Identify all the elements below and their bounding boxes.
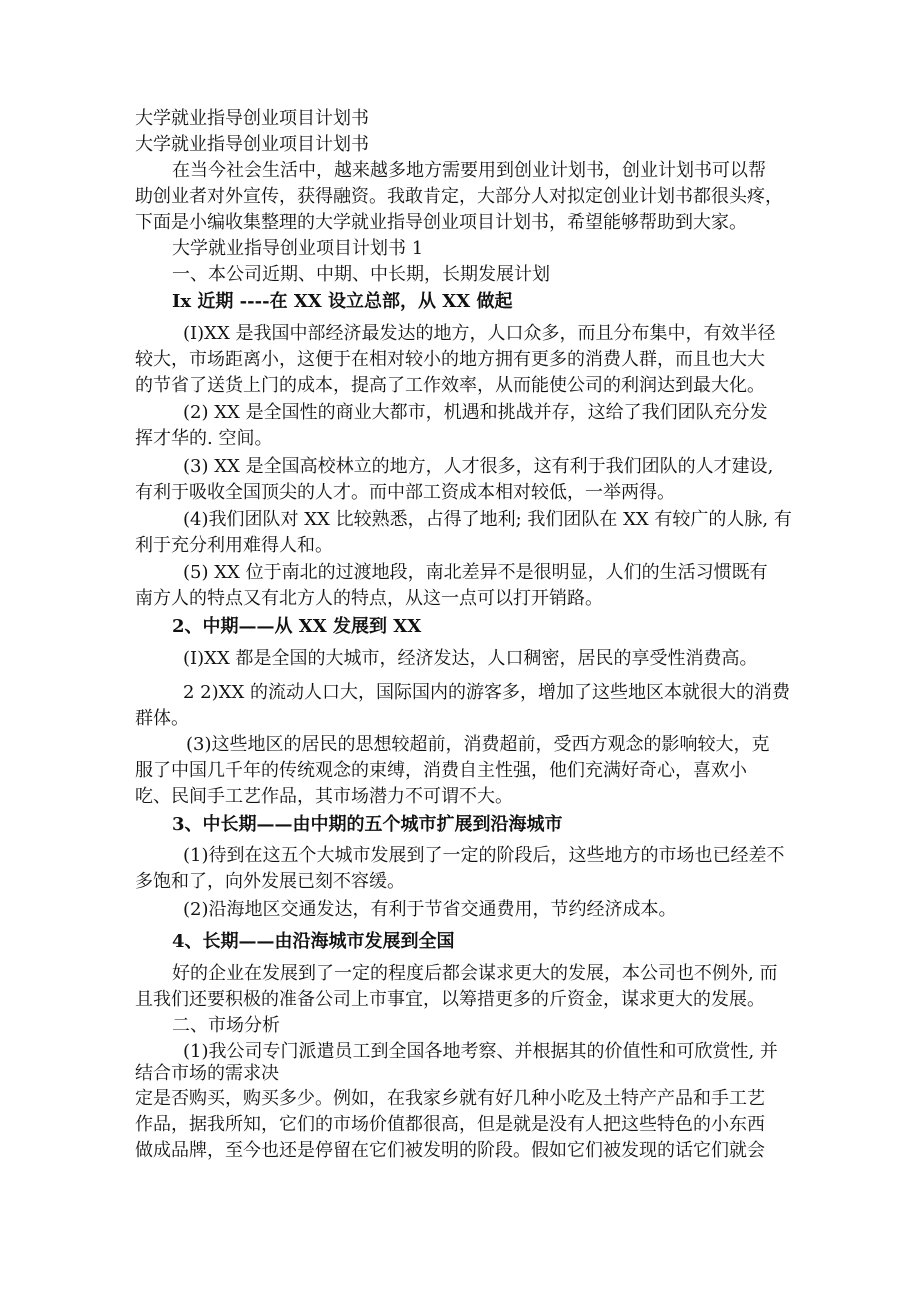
paragraph-line: (2) XX 是全国性的商业大都市，机遇和挑战并存，这给了我们团队充分发 — [183, 402, 768, 423]
paragraph-line: 群体。 — [135, 708, 189, 729]
paragraph-line: 吃、民间手工艺作品，其市场潜力不可谓不大。 — [135, 786, 513, 807]
intro-line: 下面是小编收集整理的大学就业指导创业项目计划书，希望能够帮助到大家。 — [135, 212, 747, 233]
paragraph-line: 利于充分利用难得人和。 — [135, 535, 333, 556]
paragraph-line: 好的企业在发展到了一定的程度后都会谋求更大的发展，本公司也不例外, 而 — [172, 963, 778, 984]
paragraph-line: (1)待到在这五个大城市发展到了一定的阶段后，这些地方的市场也已经差不 — [183, 845, 785, 866]
plan-heading: 大学就业指导创业项目计划书 1 — [172, 238, 424, 259]
intro-line: 助创业者对外宣传，获得融资。我敢肯定，大部分人对拟定创业计划书都很头疼， — [135, 186, 783, 207]
paragraph-line: 较大，市场距离小，这便于在相对较小的地方拥有更多的消费人群，而且也大大 — [135, 349, 765, 370]
paragraph-line: 2 2)XX 的流动人口大，国际国内的游客多，增加了这些地区本就很大的消费 — [183, 682, 790, 703]
paragraph-line: 多饱和了，向外发展已刻不容缓。 — [135, 871, 405, 892]
paragraph-line: (5) XX 位于南北的过渡地段，南北差异不是很明显，人们的生活习惯既有 — [183, 562, 768, 583]
near-term-heading: Ix 近期 ----在 XX 设立总部，从 XX 做起 — [172, 291, 513, 312]
paragraph-line: (I)XX 都是全国的大城市，经济发达，人口稠密，居民的享受性消费高。 — [183, 648, 758, 669]
paragraph-line: 挥才华的. 空间。 — [135, 428, 273, 449]
paragraph-line: 且我们还要积极的准备公司上市事宜，以筹措更多的斤资金，谋求更大的发展。 — [135, 989, 765, 1010]
paragraph-line: 结合市场的需求决 — [135, 1063, 279, 1084]
paragraph-line: (3)这些地区的居民的思想较超前，消费超前，受西方观念的影响较大，克 — [186, 734, 770, 755]
paragraph-line: 服了中国几千年的传统观念的束缚，消费自主性强，他们充满好奇心，喜欢小 — [135, 760, 747, 781]
mid-long-heading: 3、中长期——由中期的五个城市扩展到沿海城市 — [172, 814, 563, 835]
paragraph-line: 有利于吸收全国顶尖的人才。而中部工资成本相对较低，一举两得。 — [135, 482, 675, 503]
paragraph-line: (4)我们团队对 XX 比较熟悉，占得了地利; 我们团队在 XX 有较广的人脉, 有 — [183, 509, 792, 530]
document-subtitle: 大学就业指导创业项目计划书 — [135, 134, 369, 155]
paragraph-line: (2)沿海地区交通发达，有利于节省交通费用，节约经济成本。 — [183, 899, 677, 920]
paragraph-line: (1)我公司专门派遣员工到全国各地考察、并根据其的价值性和可欣赏性, 并 — [183, 1041, 778, 1062]
section-heading: 二、市场分析 — [172, 1015, 280, 1036]
paragraph-line: 南方人的特点又有北方人的特点，从这一点可以打开销路。 — [135, 588, 603, 609]
long-term-heading: 4、长期——由沿海城市发展到全国 — [172, 931, 455, 952]
paragraph-line: 做成品牌，至今也还是停留在它们被发明的阶段。假如它们被发现的话它们就会 — [135, 1140, 765, 1161]
intro-line: 在当今社会生活中，越来越多地方需要用到创业计划书，创业计划书可以帮 — [172, 160, 766, 181]
document-title: 大学就业指导创业项目计划书 — [135, 108, 369, 129]
mid-term-heading: 2、中期——从 XX 发展到 XX — [172, 616, 422, 637]
paragraph-line: 定是否购买，购买多少。例如，在我家乡就有好几种小吃及土特产产品和手工艺 — [135, 1088, 765, 1109]
paragraph-line: 的节省了送货上门的成本，提高了工作效率，从而能使公司的利润达到最大化。 — [135, 375, 765, 396]
paragraph-line: 作品，据我所知，它们的市场价值都很高，但是就是没有人把这些特色的小东西 — [135, 1114, 765, 1135]
section-heading: 一、本公司近期、中期、中长期，长期发展计划 — [172, 264, 550, 285]
paragraph-line: (3) XX 是全国高校林立的地方，人才很多，这有利于我们团队的人才建设, — [183, 456, 774, 477]
paragraph-line: (I)XX 是我国中部经济最发达的地方，人口众多，而且分布集中，有效半径 — [183, 323, 776, 344]
